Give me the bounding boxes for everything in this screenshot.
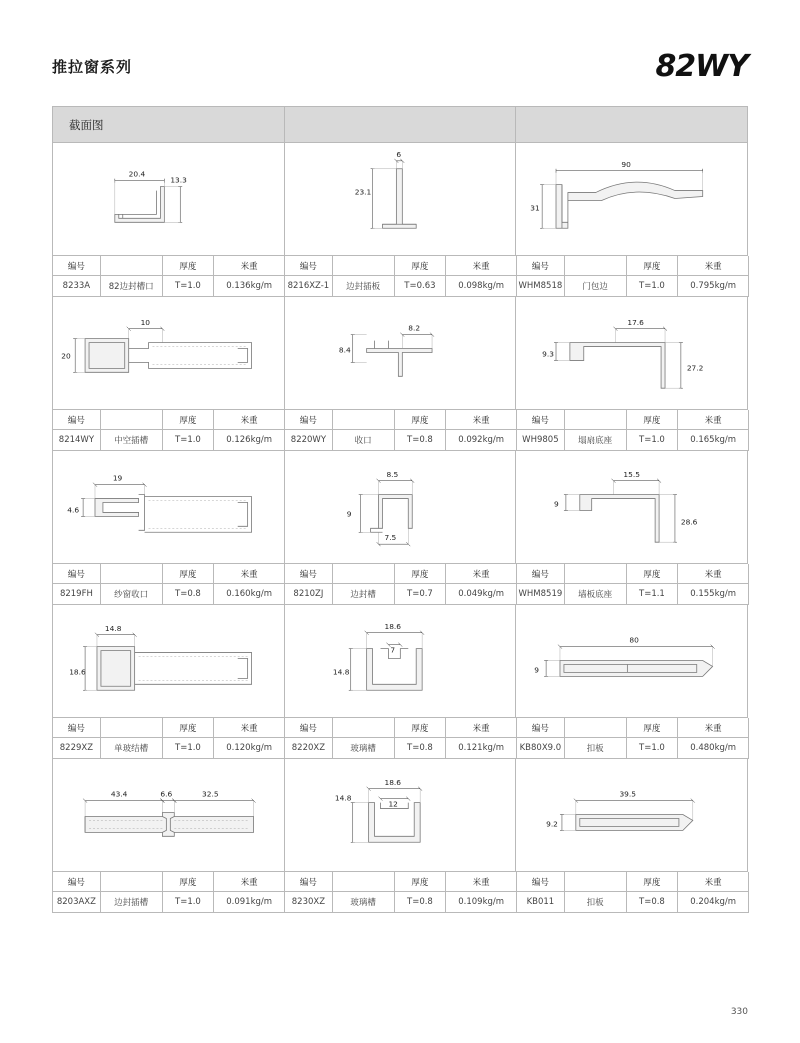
drawing-cell <box>516 297 748 410</box>
spec-header-name <box>333 872 394 892</box>
drawing-cell <box>516 143 748 256</box>
dimension-label: 6.6 <box>160 789 173 799</box>
spec-group <box>285 872 517 913</box>
spec-value-thickness: T=0.63 <box>404 281 436 291</box>
spec-header-thickness: 厚度 <box>163 410 214 430</box>
profile-drawing-WHM8518 <box>516 143 747 255</box>
spec-value-weight: 0.136kg/m <box>226 281 273 291</box>
profile-drawing-8230XZ <box>285 759 516 871</box>
spec-group <box>285 256 517 297</box>
spec-row <box>53 564 748 605</box>
spec-value-name: 扣板 <box>586 744 604 754</box>
profile-table <box>52 106 748 913</box>
spec-header-weight: 米重 <box>678 872 748 892</box>
spec-header-weight: 米重 <box>214 256 284 276</box>
spec-header-thickness: 厚度 <box>627 256 678 276</box>
spec-value-code: 8203AXZ <box>56 897 96 907</box>
spec-value-code: 8220WY <box>290 435 327 445</box>
spec-value-thickness: T=1.0 <box>175 743 201 753</box>
spec-header-name <box>565 872 626 892</box>
spec-header-weight: 米重 <box>446 410 516 430</box>
profile-drawing-8210ZJ <box>285 451 516 563</box>
spec-value-name: 边封插槽 <box>114 898 149 908</box>
dimension-label: 14.8 <box>332 667 350 677</box>
spec-header-thickness: 厚度 <box>163 872 214 892</box>
spec-header-thickness: 厚度 <box>627 564 678 584</box>
table-band-row <box>53 107 748 143</box>
spec-group <box>285 564 517 605</box>
spec-header-name <box>333 410 394 430</box>
dimension-label: 8.4 <box>338 345 351 355</box>
spec-value-name: 82边封槽口 <box>108 282 154 292</box>
drawing-cell <box>285 143 517 256</box>
spec-header-name <box>101 718 162 738</box>
dimension-label: 28.6 <box>681 517 698 527</box>
profile-drawing-8220XZ <box>285 605 516 717</box>
profile-drawing-8216XZ-1 <box>285 143 516 255</box>
profile-drawing-8220WY <box>285 297 516 409</box>
profile-drawing-KB80X9.0 <box>516 605 747 717</box>
spec-value-code: KB80X9.0 <box>519 743 562 753</box>
spec-group <box>53 410 285 451</box>
spec-header-code: 编号 <box>517 718 564 738</box>
drawing-cell <box>516 451 748 564</box>
spec-header-name <box>565 410 626 430</box>
spec-header-weight: 米重 <box>446 564 516 584</box>
profile-drawing-8233A <box>53 143 284 255</box>
spec-value-name: 玻璃槽 <box>350 744 376 754</box>
spec-value-code: 8216XZ-1 <box>287 281 330 291</box>
spec-value-thickness: T=1.0 <box>639 743 665 753</box>
spec-value-thickness: T=0.8 <box>407 897 433 907</box>
dimension-label: 23.1 <box>354 187 371 197</box>
profile-drawing-8229XZ <box>53 605 284 717</box>
spec-value-code: WH9805 <box>522 435 559 445</box>
spec-value-weight: 0.098kg/m <box>458 281 505 291</box>
drawing-row <box>53 143 748 256</box>
dimension-label: 7.5 <box>384 533 396 543</box>
dimension-label: 39.5 <box>619 789 637 799</box>
dimension-label: 8.5 <box>386 469 398 479</box>
spec-group <box>53 564 285 605</box>
spec-value-thickness: T=1.0 <box>175 281 201 291</box>
spec-header-name <box>101 872 162 892</box>
spec-value-weight: 0.121kg/m <box>458 743 505 753</box>
spec-value-code: KB011 <box>526 897 555 907</box>
dimension-label: 80 <box>629 635 640 645</box>
spec-header-weight: 米重 <box>446 872 516 892</box>
profile-drawing-8214WY <box>53 297 284 409</box>
spec-value-weight: 0.480kg/m <box>690 743 737 753</box>
spec-header-name <box>333 256 394 276</box>
spec-value-name: 塌扇底座 <box>578 436 613 446</box>
spec-value-weight: 0.091kg/m <box>226 897 273 907</box>
dimension-label: 27.2 <box>687 363 704 373</box>
spec-header-code: 编号 <box>53 410 100 430</box>
spec-header-thickness: 厚度 <box>395 410 446 430</box>
spec-value-weight: 0.795kg/m <box>690 281 737 291</box>
spec-group <box>517 718 749 759</box>
spec-value-code: 8229XZ <box>59 743 94 753</box>
spec-header-weight: 米重 <box>678 718 748 738</box>
spec-group <box>53 256 285 297</box>
drawing-cell <box>516 605 748 718</box>
spec-header-thickness: 厚度 <box>627 872 678 892</box>
spec-header-thickness: 厚度 <box>627 410 678 430</box>
dimension-label: 43.4 <box>110 789 128 799</box>
spec-header-code: 编号 <box>53 564 100 584</box>
dimension-label: 14.8 <box>334 793 352 803</box>
drawing-cell <box>53 143 285 256</box>
drawing-row <box>53 605 748 718</box>
spec-group <box>517 872 749 913</box>
spec-header-code: 编号 <box>285 564 332 584</box>
spec-header-name <box>333 718 394 738</box>
spec-value-weight: 0.120kg/m <box>226 743 273 753</box>
spec-value-name: 门包边 <box>582 282 608 292</box>
drawing-cell <box>53 605 285 718</box>
page-title: 推拉窗系列 <box>52 57 133 76</box>
spec-header-code: 编号 <box>285 872 332 892</box>
profile-drawing-WHM8519 <box>516 451 747 563</box>
spec-row <box>53 718 748 759</box>
spec-group <box>517 256 749 297</box>
spec-header-code: 编号 <box>53 872 100 892</box>
spec-value-weight: 0.126kg/m <box>226 435 273 445</box>
spec-value-thickness: T=1.0 <box>639 281 665 291</box>
dimension-label: 32.5 <box>202 789 219 799</box>
drawing-row <box>53 451 748 564</box>
spec-group <box>53 718 285 759</box>
dimension-label: 9 <box>534 665 540 675</box>
dimension-label: 12 <box>388 799 398 809</box>
spec-header-code: 编号 <box>53 718 100 738</box>
spec-header-code: 编号 <box>517 872 564 892</box>
spec-group <box>285 410 517 451</box>
spec-value-name: 边封插板 <box>346 282 381 292</box>
spec-header-code: 编号 <box>517 410 564 430</box>
dimension-label: 4.6 <box>67 505 80 515</box>
drawing-cell <box>53 297 285 410</box>
drawing-cell <box>285 605 517 718</box>
spec-row <box>53 872 748 913</box>
spec-value-code: 8219FH <box>59 589 93 599</box>
spec-header-weight: 米重 <box>678 410 748 430</box>
spec-header-weight: 米重 <box>214 718 284 738</box>
dimension-label: 8.2 <box>407 323 420 333</box>
dimension-label: 18.6 <box>69 667 86 677</box>
spec-value-name: 扣板 <box>586 898 604 908</box>
spec-group <box>53 872 285 913</box>
spec-value-thickness: T=1.0 <box>175 435 201 445</box>
spec-header-name <box>565 256 626 276</box>
spec-header-thickness: 厚度 <box>163 564 214 584</box>
drawing-cell <box>53 759 285 872</box>
dimension-label: 19 <box>112 473 123 483</box>
dimension-label: 9.2 <box>546 819 559 829</box>
spec-value-weight: 0.155kg/m <box>690 589 737 599</box>
dimension-label: 17.6 <box>627 317 645 327</box>
spec-header-weight: 米重 <box>678 564 748 584</box>
drawing-cell <box>285 759 517 872</box>
spec-value-code: 8214WY <box>58 435 95 445</box>
spec-value-code: 8220XZ <box>291 743 326 753</box>
dimension-label: 13.3 <box>170 175 187 185</box>
spec-value-thickness: T=0.8 <box>639 897 665 907</box>
profile-drawing-KB011 <box>516 759 747 871</box>
page-number: 330 <box>730 1007 748 1017</box>
spec-header-code: 编号 <box>517 564 564 584</box>
spec-header-weight: 米重 <box>446 718 516 738</box>
spec-value-name: 中空插槽 <box>114 436 149 446</box>
band-cell-blank-1 <box>285 107 517 143</box>
band-cell-blank-2 <box>516 107 748 143</box>
spec-header-thickness: 厚度 <box>395 256 446 276</box>
dimension-label: 90 <box>621 159 632 169</box>
spec-value-name: 边封槽 <box>350 590 376 600</box>
drawing-cell <box>285 451 517 564</box>
spec-value-code: WHM8518 <box>518 281 563 291</box>
drawing-cell <box>53 451 285 564</box>
spec-value-name: 玻璃槽 <box>350 898 376 908</box>
spec-value-thickness: T=0.8 <box>175 589 201 599</box>
spec-header-weight: 米重 <box>214 872 284 892</box>
spec-header-name <box>565 564 626 584</box>
spec-value-weight: 0.160kg/m <box>226 589 273 599</box>
spec-header-code: 编号 <box>285 410 332 430</box>
dimension-label: 15.5 <box>623 469 641 479</box>
profile-drawing-WH9805 <box>516 297 747 409</box>
spec-row <box>53 256 748 297</box>
dimension-label: 9 <box>346 509 352 519</box>
series-code: 82WY <box>655 48 748 84</box>
dimension-label: 10 <box>140 317 151 327</box>
profile-drawing-8219FH <box>53 451 284 563</box>
spec-header-weight: 米重 <box>214 410 284 430</box>
dimension-label: 20.4 <box>128 169 146 179</box>
spec-value-thickness: T=0.8 <box>407 743 433 753</box>
dimension-label: 20 <box>61 351 71 361</box>
spec-value-weight: 0.109kg/m <box>458 897 505 907</box>
spec-value-thickness: T=1.0 <box>639 435 665 445</box>
spec-value-name: 收口 <box>354 436 372 446</box>
spec-value-weight: 0.204kg/m <box>690 897 737 907</box>
page-header <box>0 40 800 92</box>
dimension-label: 9 <box>554 499 560 509</box>
dimension-label: 9.3 <box>542 349 555 359</box>
spec-value-thickness: T=1.0 <box>175 897 201 907</box>
spec-value-weight: 0.165kg/m <box>690 435 737 445</box>
spec-header-thickness: 厚度 <box>627 718 678 738</box>
spec-header-code: 编号 <box>285 718 332 738</box>
drawing-row <box>53 297 748 410</box>
spec-header-thickness: 厚度 <box>163 256 214 276</box>
spec-header-weight: 米重 <box>446 256 516 276</box>
spec-header-thickness: 厚度 <box>395 718 446 738</box>
spec-value-code: 8230XZ <box>291 897 326 907</box>
profile-drawing-8203AXZ <box>53 759 284 871</box>
spec-header-code: 编号 <box>517 256 564 276</box>
spec-value-thickness: T=0.8 <box>407 435 433 445</box>
spec-header-name <box>101 410 162 430</box>
drawing-row <box>53 759 748 872</box>
band-cell-section-view: 截面图 <box>53 107 285 143</box>
spec-header-thickness: 厚度 <box>395 564 446 584</box>
drawing-cell <box>285 297 517 410</box>
spec-group <box>285 718 517 759</box>
spec-header-code: 编号 <box>53 256 100 276</box>
dimension-label: 6 <box>396 149 401 159</box>
spec-header-name <box>333 564 394 584</box>
dimension-label: 14.8 <box>104 623 122 633</box>
spec-header-name <box>101 564 162 584</box>
spec-value-thickness: T=1.1 <box>639 589 665 599</box>
spec-header-weight: 米重 <box>214 564 284 584</box>
dimension-label: 31 <box>530 203 541 213</box>
drawing-cell <box>516 759 748 872</box>
spec-value-weight: 0.049kg/m <box>458 589 505 599</box>
spec-value-code: 8233A <box>62 281 91 291</box>
spec-value-weight: 0.092kg/m <box>458 435 505 445</box>
spec-value-code: 8210ZJ <box>293 589 324 599</box>
spec-value-thickness: T=0.7 <box>407 589 433 599</box>
dimension-label: 18.6 <box>384 621 401 631</box>
spec-group <box>517 410 749 451</box>
spec-value-code: WHM8519 <box>518 589 563 599</box>
spec-row <box>53 410 748 451</box>
spec-header-thickness: 厚度 <box>395 872 446 892</box>
spec-header-code: 编号 <box>285 256 332 276</box>
spec-header-name <box>101 256 162 276</box>
spec-value-name: 墙板底座 <box>578 590 613 600</box>
dimension-label: 18.6 <box>384 777 401 787</box>
spec-header-weight: 米重 <box>678 256 748 276</box>
spec-group <box>517 564 749 605</box>
spec-value-name: 纱窗收口 <box>114 590 149 600</box>
dimension-label: 7 <box>390 645 395 655</box>
spec-header-thickness: 厚度 <box>163 718 214 738</box>
spec-value-name: 单玻结槽 <box>114 744 149 754</box>
spec-header-name <box>565 718 626 738</box>
